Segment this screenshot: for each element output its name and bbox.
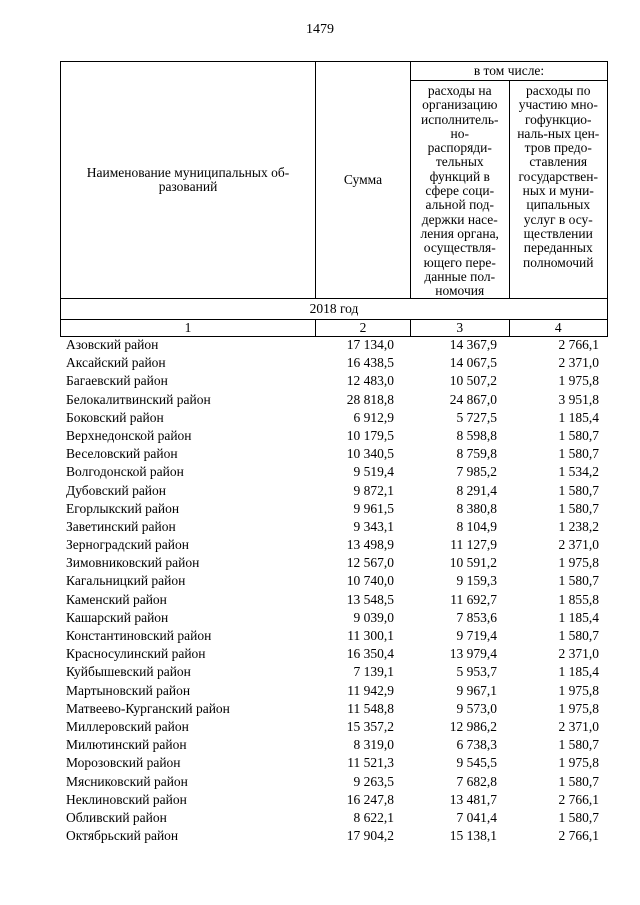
header-line: наль-ных цен- [517,125,600,141]
row-sum: 13 548,5 [346,591,394,607]
header-line: переданных [523,240,593,256]
row-col3: 9 159,3 [456,573,497,589]
row-sum: 9 263,5 [353,773,394,789]
row-col3: 6 738,3 [456,737,497,753]
table-row [60,427,608,445]
row-col4: 2 766,1 [558,337,599,352]
row-sum: 9 961,5 [353,500,394,516]
row-name: Миллеровский район [66,718,189,734]
header-line: тров предо- [524,140,592,156]
col-number-4: 4 [509,320,608,337]
row-col3: 7 041,4 [456,809,497,825]
row-name: Октябрьский район [66,828,179,844]
row-col4: 1 534,2 [558,464,599,480]
row-col3: 7 985,2 [456,464,497,480]
row-name: Заветинский район [66,518,176,534]
row-col3: 14 067,5 [449,355,497,371]
header-line: полномочий [523,254,594,270]
table-row [60,336,608,354]
row-col4: 1 580,7 [558,446,599,462]
row-col4: 2 766,1 [558,791,599,807]
table-body [60,336,608,845]
row-name: Мясниковский район [66,773,188,789]
row-name: Багаевский район [66,373,168,389]
row-col4: 1 580,7 [558,573,599,589]
page-number: 1479 [306,22,334,37]
col-number-2: 2 [316,320,411,337]
header-year: 2018 год [61,299,608,320]
header-line: ставления [529,154,588,170]
table-row [60,482,608,500]
table-row [60,409,608,427]
header-line: но- [450,125,469,141]
row-col4: 1 855,8 [558,591,599,607]
row-col3: 13 979,4 [449,646,497,662]
header-col3-description [411,81,510,299]
header-line: функций в [429,168,490,184]
table-row [60,754,608,772]
table-row [60,372,608,390]
header-line: ления органа, [420,225,499,241]
header-line: ществлении [523,225,593,241]
row-name: Морозовский район [66,755,181,771]
row-col3: 15 138,1 [449,828,497,844]
row-sum: 28 818,8 [346,391,394,407]
row-name: Веселовский район [66,446,178,462]
row-col4: 1 975,8 [558,755,599,771]
header-line: расходы на [427,83,492,98]
row-name: Боковский район [66,409,164,425]
row-col4: 1 185,4 [558,609,599,625]
row-col4: 1 975,8 [558,682,599,698]
header-name-column [61,62,316,299]
row-col4: 1 975,8 [558,555,599,571]
header-line: осуществля- [423,240,496,256]
header-line: гофункцио- [524,111,592,127]
table-row [60,500,608,518]
row-sum: 16 438,5 [346,355,394,371]
row-sum: 11 942,9 [347,682,394,698]
header-line: номочия [435,283,485,299]
table-row [60,645,608,663]
row-sum: 8 319,0 [353,737,394,753]
table-row [60,536,608,554]
row-col4: 1 238,2 [558,518,599,534]
row-sum: 17 904,2 [346,828,394,844]
row-col4: 2 371,0 [558,718,599,734]
header-line: ных и муни- [522,183,594,199]
row-sum: 12 483,0 [346,373,394,389]
row-col3: 5 953,7 [456,664,497,680]
header-line: распоряди- [427,140,492,156]
row-sum: 17 134,0 [346,337,394,352]
row-sum: 6 912,9 [353,409,394,425]
header-col4-description [509,81,608,299]
row-col3: 9 545,5 [456,755,497,771]
row-sum: 12 567,0 [346,555,394,571]
row-col4: 1 580,7 [558,628,599,643]
table-row [60,791,608,809]
row-col4: 2 371,0 [558,646,599,662]
row-col3: 8 759,8 [456,446,497,462]
row-col3: 9 967,1 [456,682,497,698]
row-name: Дубовский район [66,482,167,498]
header-sum-column: Сумма [316,62,411,299]
table-row [60,518,608,536]
row-sum: 11 300,1 [347,628,394,643]
header-line: тельных [435,154,484,170]
row-col3: 10 507,2 [449,373,497,389]
row-name: Куйбышевский район [66,664,191,680]
table-row [60,718,608,736]
row-name: Обливский район [66,809,167,825]
col4-lines [510,84,608,270]
row-sum: 16 350,4 [346,646,394,662]
table-row [60,682,608,700]
header-line: организацию [422,97,498,113]
header-line: участию мно- [518,97,598,113]
row-col4: 1 975,8 [558,373,599,389]
row-col4: 2 766,1 [558,828,599,844]
row-col3: 12 986,2 [449,718,497,734]
table-row [60,354,608,372]
row-col4: 1 185,4 [558,409,599,425]
table-header [60,61,608,337]
row-col3: 14 367,9 [449,337,497,352]
row-col4: 1 580,7 [558,482,599,498]
row-col4: 1 580,7 [558,737,599,753]
row-name: Белокалитвинский район [66,391,211,407]
row-col4: 3 951,8 [558,391,599,407]
row-name: Волгодонской район [66,464,184,480]
header-line: альной под- [425,197,495,213]
table-row [60,663,608,681]
col-number-3: 3 [411,320,510,337]
table-row [60,445,608,463]
row-col3: 11 692,7 [450,591,497,607]
table-row [60,391,608,409]
table-row [60,591,608,609]
row-name: Зерноградский район [66,537,189,553]
table-row [60,572,608,590]
row-sum: 16 247,8 [346,791,394,807]
table-row [60,463,608,481]
row-sum: 7 139,1 [353,664,394,680]
row-sum: 11 521,3 [347,755,394,771]
row-col4: 2 371,0 [558,537,599,553]
row-name: Каменский район [66,591,167,607]
row-name: Верхнедонской район [66,427,192,443]
table-row [60,609,608,627]
header-line: расходы по [526,83,591,98]
table-row [60,809,608,827]
row-name: Кашарский район [66,609,169,625]
row-col4: 2 371,0 [558,355,599,371]
row-col4: 1 580,7 [558,809,599,825]
table-row [60,827,608,845]
row-sum: 8 622,1 [353,809,394,825]
row-col4: 1 580,7 [558,773,599,789]
row-name: Зимовниковский район [66,555,200,571]
row-name: Мартыновский район [66,682,191,698]
row-name: Аксайский район [66,355,166,371]
row-sum: 9 039,0 [353,609,394,625]
header-line: ющего пере- [423,254,496,270]
row-sum: 11 548,8 [347,700,394,716]
row-sum: 9 872,1 [353,482,394,498]
row-col3: 10 591,2 [449,555,497,571]
row-col3: 8 291,4 [456,482,497,498]
row-col3: 7 682,8 [456,773,497,789]
header-including: в том числе: [411,62,608,81]
header-line: сфере соци- [425,183,495,199]
row-col3: 8 598,8 [456,427,497,443]
row-col4: 1 580,7 [558,427,599,443]
table-row [60,736,608,754]
row-col3: 5 727,5 [456,409,497,425]
row-col3: 7 853,6 [456,609,497,625]
row-sum: 10 740,0 [346,573,394,589]
row-col3: 9 719,4 [456,628,497,643]
row-col3: 8 104,9 [456,518,497,534]
row-sum: 9 343,1 [353,518,394,534]
header-line: ципальных [526,197,591,213]
row-name: Константиновский район [66,628,212,643]
header-line: данные пол- [424,268,496,284]
row-name: Неклиновский район [66,791,187,807]
table-row [60,627,608,645]
header-line: исполнитель- [421,111,499,127]
row-sum: 15 357,2 [346,718,394,734]
row-col3: 8 380,8 [456,500,497,516]
row-sum: 9 519,4 [353,464,394,480]
row-name: Красносулинский район [66,646,206,662]
header-name-label: Наименование муниципальных об-разований [86,164,290,195]
row-col3: 24 867,0 [449,391,497,407]
row-name: Кагальницкий район [66,573,186,589]
row-col3: 9 573,0 [456,700,497,716]
header-line: держки насе- [421,211,498,227]
row-name: Егорлыкский район [66,500,180,516]
row-name: Милютинский район [66,737,187,753]
row-sum: 10 179,5 [346,427,394,443]
row-col4: 1 975,8 [558,700,599,716]
row-col3: 13 481,7 [449,791,497,807]
row-sum: 13 498,9 [346,537,394,553]
row-name: Матвеево-Курганский район [66,700,230,716]
table-row [60,700,608,718]
row-name: Азовский район [66,337,159,352]
header-line: услуг в осу- [523,211,593,227]
table-row [60,554,608,572]
col3-lines [411,84,509,298]
row-col4: 1 185,4 [558,664,599,680]
header-line: государствен- [518,168,598,184]
row-col3: 11 127,9 [450,537,497,553]
col-number-1: 1 [61,320,316,337]
table-row [60,773,608,791]
row-col4: 1 580,7 [558,500,599,516]
row-sum: 10 340,5 [346,446,394,462]
